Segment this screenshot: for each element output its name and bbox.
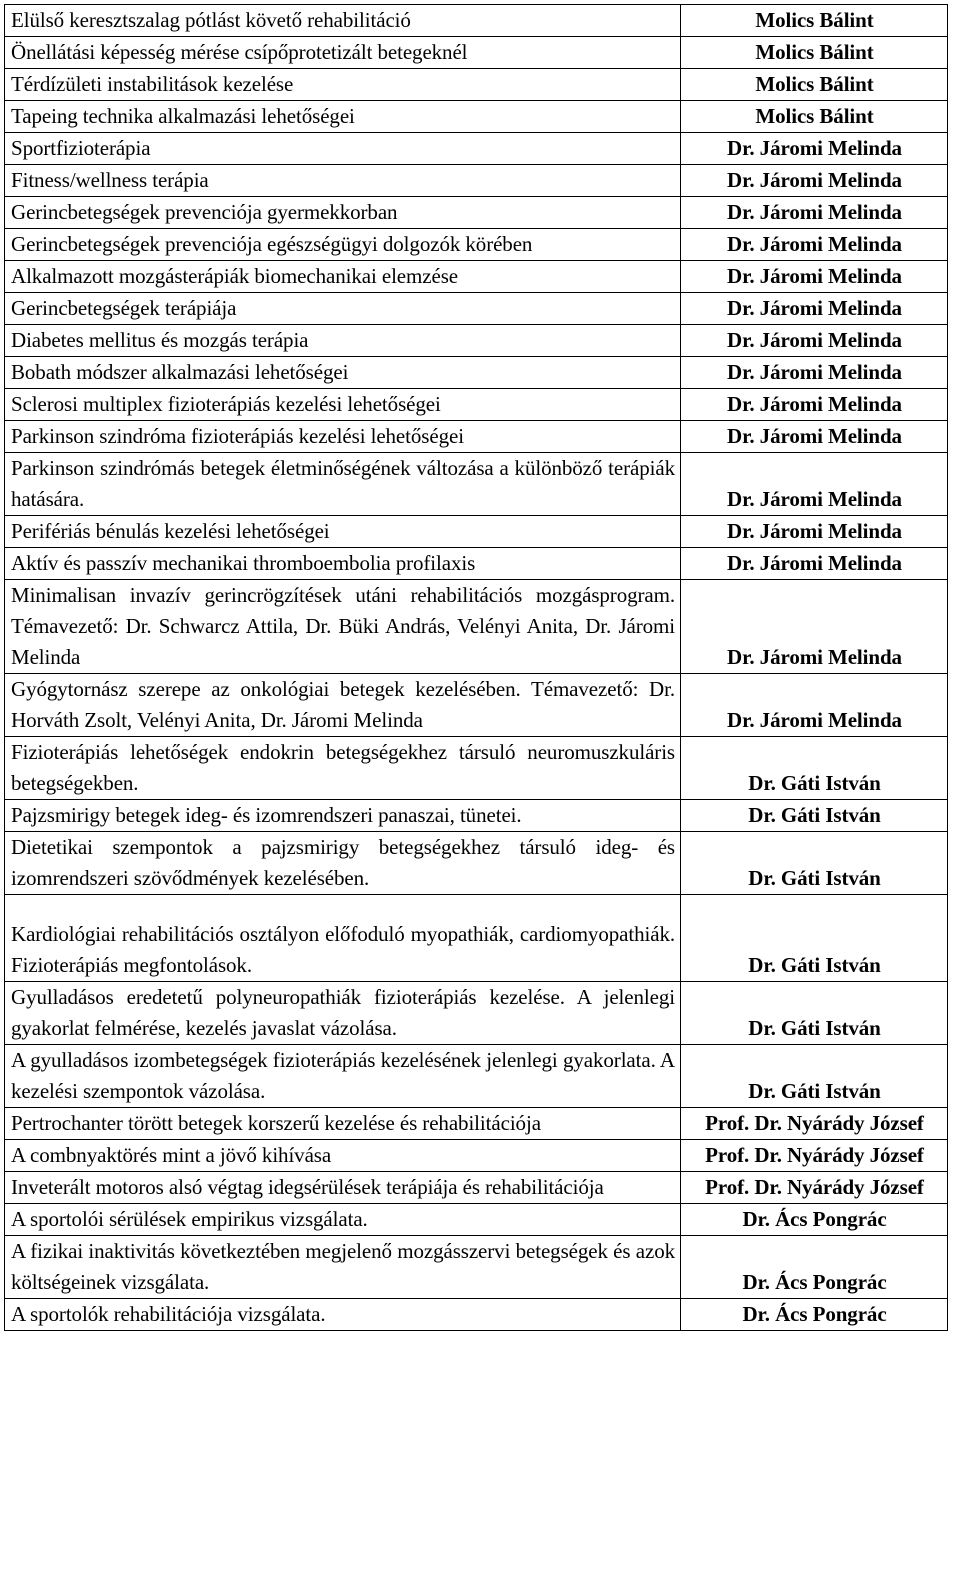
topic-title: Térdízületi instabilitások kezelése (5, 69, 681, 101)
table-row (5, 895, 948, 982)
supervisor-name: Dr. Járomi Melinda (681, 389, 948, 421)
topic-title: Fizioterápiás lehetőségek endokrin betegségekhez társuló neuromuszkuláris betegségekben. (5, 737, 681, 800)
supervisor-name: Dr. Járomi Melinda (681, 133, 948, 165)
topic-title: Aktív és passzív mechanikai thromboembolia profilaxis (5, 548, 681, 580)
table-row (5, 548, 948, 580)
supervisor-name: Molics Bálint (681, 37, 948, 69)
topic-title: A gyulladásos izombetegségek fizioterápiás kezelésének jelenlegi gyakorlata. A kezelési szempontok vázolása. (5, 1045, 681, 1108)
supervisor-name: Dr. Járomi Melinda (681, 261, 948, 293)
table-row (5, 229, 948, 261)
table-row (5, 1108, 948, 1140)
supervisor-name: Dr. Járomi Melinda (681, 197, 948, 229)
thesis-topics-table (4, 4, 948, 1331)
supervisor-name: Dr. Járomi Melinda (681, 421, 948, 453)
table-row (5, 293, 948, 325)
table-row (5, 389, 948, 421)
supervisor-name: Dr. Járomi Melinda (681, 674, 948, 737)
supervisor-name: Dr. Járomi Melinda (681, 516, 948, 548)
supervisor-name: Dr. Ács Pongrác (681, 1299, 948, 1331)
table-row (5, 197, 948, 229)
topic-title: Elülső keresztszalag pótlást követő rehabilitáció (5, 5, 681, 37)
topic-title: A fizikai inaktivitás következtében megjelenő mozgásszervi betegségek és azok költségeinek vizsgálata. (5, 1236, 681, 1299)
topic-title: Gyulladásos eredetetű polyneuropathiák fizioterápiás kezelése. A jelenlegi gyakorlat felmérése, kezelés javaslat vázolása. (5, 982, 681, 1045)
topic-title: Tapeing technika alkalmazási lehetőségei (5, 101, 681, 133)
topic-title: A sportolói sérülések empirikus vizsgálata. (5, 1204, 681, 1236)
topic-title: Önellátási képesség mérése csípőprotetizált betegeknél (5, 37, 681, 69)
supervisor-name: Dr. Ács Pongrác (681, 1236, 948, 1299)
table-row (5, 421, 948, 453)
table-row (5, 5, 948, 37)
topic-title: Perifériás bénulás kezelési lehetőségei (5, 516, 681, 548)
supervisor-name: Dr. Járomi Melinda (681, 293, 948, 325)
topic-title: Gerincbetegségek prevenciója gyermekkorban (5, 197, 681, 229)
topic-title: Fitness/wellness terápia (5, 165, 681, 197)
topic-title: Dietetikai szempontok a pajzsmirigy betegségekhez társuló ideg- és izomrendszeri szövődmények kezelésében. (5, 832, 681, 895)
table-row (5, 516, 948, 548)
supervisor-name: Dr. Gáti István (681, 982, 948, 1045)
table-row (5, 982, 948, 1045)
topic-title: Minimalisan invazív gerincrögzítések utáni rehabilitációs mozgásprogram. Témavezető: Dr. Schwarcz Attila, Dr. Büki András, Velényi Anita, Dr. Járomi Melinda (5, 580, 681, 674)
supervisor-name: Dr. Ács Pongrác (681, 1204, 948, 1236)
topic-title: Inveterált motoros alsó végtag idegsérülések terápiája és rehabilitációja (5, 1172, 681, 1204)
table-row (5, 101, 948, 133)
supervisor-name: Prof. Dr. Nyárády József (681, 1172, 948, 1204)
supervisor-name: Prof. Dr. Nyárády József (681, 1140, 948, 1172)
topic-title: Bobath módszer alkalmazási lehetőségei (5, 357, 681, 389)
table-row (5, 1140, 948, 1172)
table-row (5, 133, 948, 165)
supervisor-name: Dr. Járomi Melinda (681, 165, 948, 197)
supervisor-name: Prof. Dr. Nyárády József (681, 1108, 948, 1140)
topic-title: Sclerosi multiplex fizioterápiás kezelési lehetőségei (5, 389, 681, 421)
supervisor-name: Dr. Járomi Melinda (681, 453, 948, 516)
topic-title: Gerincbetegségek prevenciója egészségügyi dolgozók körében (5, 229, 681, 261)
topic-title: Kardiológiai rehabilitációs osztályon előfoduló myopathiák, cardiomyopathiák. Fizioterápiás megfontolások. (5, 895, 681, 982)
supervisor-name: Molics Bálint (681, 101, 948, 133)
supervisor-name: Dr. Járomi Melinda (681, 229, 948, 261)
topic-title: Sportfizioterápia (5, 133, 681, 165)
topic-title: Gerincbetegségek terápiája (5, 293, 681, 325)
supervisor-name: Dr. Járomi Melinda (681, 357, 948, 389)
supervisor-name: Dr. Járomi Melinda (681, 548, 948, 580)
supervisor-name: Dr. Járomi Melinda (681, 580, 948, 674)
table-row (5, 453, 948, 516)
table-row (5, 165, 948, 197)
table-row (5, 674, 948, 737)
supervisor-name: Dr. Gáti István (681, 895, 948, 982)
supervisor-name: Dr. Gáti István (681, 832, 948, 895)
table-row (5, 37, 948, 69)
topic-title: Pertrochanter törött betegek korszerű kezelése és rehabilitációja (5, 1108, 681, 1140)
table-row (5, 1299, 948, 1331)
table-row (5, 357, 948, 389)
supervisor-name: Molics Bálint (681, 5, 948, 37)
topic-title: Pajzsmirigy betegek ideg- és izomrendszeri panaszai, tünetei. (5, 800, 681, 832)
topic-title: A combnyaktörés mint a jövő kihívása (5, 1140, 681, 1172)
table-row (5, 737, 948, 800)
table-row (5, 1236, 948, 1299)
table-row (5, 800, 948, 832)
supervisor-name: Dr. Járomi Melinda (681, 325, 948, 357)
table-row (5, 832, 948, 895)
supervisor-name: Dr. Gáti István (681, 737, 948, 800)
supervisor-name: Molics Bálint (681, 69, 948, 101)
table-row (5, 325, 948, 357)
table-row (5, 1204, 948, 1236)
topic-title: A sportolók rehabilitációja vizsgálata. (5, 1299, 681, 1331)
table-row (5, 261, 948, 293)
topic-title: Parkinson szindróma fizioterápiás kezelési lehetőségei (5, 421, 681, 453)
table-row (5, 1045, 948, 1108)
topic-title: Alkalmazott mozgásterápiák biomechanikai elemzése (5, 261, 681, 293)
table-row (5, 580, 948, 674)
topic-title: Parkinson szindrómás betegek életminőségének változása a különböző terápiák hatására. (5, 453, 681, 516)
table-row (5, 69, 948, 101)
topic-title: Diabetes mellitus és mozgás terápia (5, 325, 681, 357)
supervisor-name: Dr. Gáti István (681, 800, 948, 832)
table-row (5, 1172, 948, 1204)
topic-title: Gyógytornász szerepe az onkológiai betegek kezelésében. Témavezető: Dr. Horváth Zsolt, Velényi Anita, Dr. Járomi Melinda (5, 674, 681, 737)
supervisor-name: Dr. Gáti István (681, 1045, 948, 1108)
